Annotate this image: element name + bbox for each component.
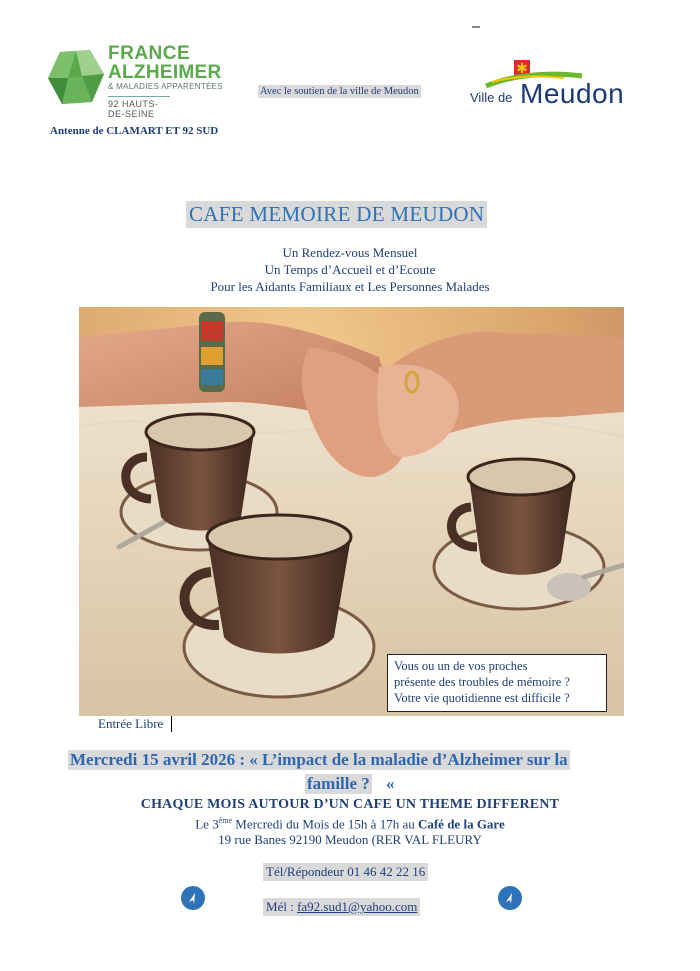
event-title-quote: « <box>386 774 395 793</box>
address-line: 19 rue Banes 92190 Meudon (RER VAL FLEURY <box>218 832 482 847</box>
question-line: Vous ou un de vos proches <box>394 659 528 673</box>
event-title-line1: Mercredi 15 avril 2026 : « L’impact de la maladie d’Alzheimer sur la <box>70 750 568 769</box>
monthly-theme-heading: CHAQUE MOIS AUTOUR D’UN CAFE UN THEME DIFFERENT <box>140 797 560 812</box>
meudon-logo-prefix: Ville de <box>470 90 513 105</box>
subtitle-line: Un Temps d’Accueil et d’Ecoute <box>264 262 436 277</box>
email-line <box>263 898 420 916</box>
schedule-line <box>0 816 700 832</box>
email-label: Mél : <box>266 899 298 914</box>
arrow-glyph-icon <box>181 886 205 910</box>
question-line: présente des troubles de mémoire ? <box>394 675 570 689</box>
meudon-logo-name: Meudon <box>520 78 625 109</box>
antenne-label: Antenne de CLAMART ET 92 SUD <box>50 125 219 137</box>
entree-libre-label: Entrée Libre <box>98 716 164 731</box>
logo-line-alzheimer: ALZHEIMER <box>108 62 222 83</box>
arrow-glyph-icon <box>498 886 522 910</box>
svg-text:✱: ✱ <box>516 61 528 77</box>
soutien-label: Avec le soutien de la ville de Meudon <box>260 86 419 97</box>
divider-mark <box>472 26 480 28</box>
page-title: CAFE MEMOIRE DE MEUDON <box>186 201 487 228</box>
email-link[interactable]: fa92.sud1@yahoo.com <box>297 899 418 914</box>
logo-line-france: FRANCE <box>108 43 191 64</box>
schedule-mid: Mercredi du Mois de 15h à 17h au <box>232 816 418 832</box>
france-alzheimer-logo <box>46 43 246 119</box>
france-alzheimer-logo-mark <box>46 48 106 106</box>
schedule-sup: ème <box>218 816 233 825</box>
subtitle-line: Pour les Aidants Familiaux et Les Personnes Malades <box>210 279 490 294</box>
schedule-place: Café de la Gare <box>417 816 505 832</box>
phone-label: Tél/Répondeur 01 46 42 22 16 <box>263 863 428 881</box>
text-cursor <box>171 716 172 732</box>
ville-de-meudon-logo <box>470 58 650 118</box>
subtitle-line: Un Rendez-vous Mensuel <box>282 245 418 260</box>
question-line: Votre vie quotidienne est difficile ? <box>394 691 570 705</box>
location-arrow-icon[interactable] <box>498 886 522 910</box>
logo-line-department: 92 HAUTS-DE-SEINE <box>108 96 170 119</box>
france-alzheimer-logo-text <box>108 44 223 119</box>
logo-line-maladies: & MALADIES APPARENTÉES <box>108 82 223 91</box>
event-title-line2: famille ? <box>307 774 370 793</box>
question-box <box>387 654 607 712</box>
location-arrow-icon[interactable] <box>181 886 205 910</box>
schedule-pre: Le 3 <box>195 816 219 832</box>
